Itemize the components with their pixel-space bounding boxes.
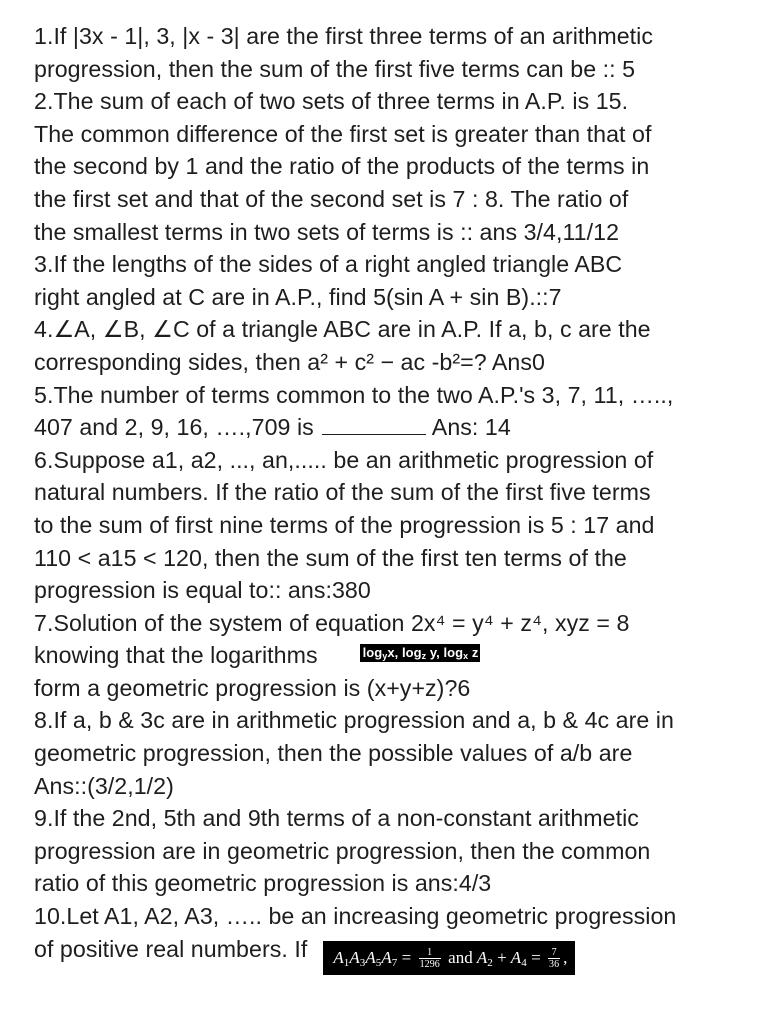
formula-image: $A_1A_3A_5A_7$ = $\frac{1}{1296}$ and $A_2 + A_4$ = $\frac{7}{36}$ , [323,941,575,975]
text-line-5: the second by 1 and the ratio of the products of the terms in [34,153,650,180]
text-line-3: 2.The sum of each of two sets of three terms in A.P. is 15. [34,88,629,115]
text-segment-407: 407 and 2, 9, 16, ….,709 is [34,414,314,441]
text-line-13 [34,411,738,444]
text-line-27: ratio of this geometric progression is ans:4/3 [34,870,492,897]
text-line-15: natural numbers. If the ratio of the sum of the first five terms [34,479,651,506]
text-line-11: corresponding sides, then a² + c² − ac -b²=? Ans0 [34,348,545,375]
text-line-12: 5.The number of terms common to the two A.P.'s 3, 7, 11, ….., [34,381,674,408]
text-line-23: geometric progression, then the possible values of a/b are [34,740,633,767]
text-line-9: right angled at C are in A.P., find 5(sin A + sin B).::7 [34,283,562,310]
text-segment-logarithms: knowing that the logarithms [34,642,318,669]
text-line-20 [34,639,738,672]
text-line-6: the first set and that of the second set is 7 : 8. The ratio of [34,185,629,212]
text-line-18: progression is equal to:: ans:380 [34,577,371,604]
text-line-7: the smallest terms in two sets of terms is :: ans 3/4,11/12 [34,218,620,245]
text-line-17: 110 < a15 < 120, then the sum of the first ten terms of the [34,544,627,571]
text-line-8: 3.If the lengths of the sides of a right angled triangle ABC [34,251,623,278]
text-line-21: form a geometric progression is (x+y+z)?6 [34,674,471,701]
text-line-28: 10.Let A1, A2, A3, ….. be an increasing geometric progression [34,903,677,930]
text-line-14: 6.Suppose a1, a2, ..., an,..... be an arithmetic progression of [34,446,654,473]
text-line-19: 7.Solution of the system of equation 2x⁴ = y⁴ + z⁴, xyz = 8 [34,609,630,636]
logarithm-image: $\log_yx$, $\log_z y$, $\log_x z$ [360,644,481,662]
text-line-2: progression, then the sum of the first five terms can be :: 5 [34,55,636,82]
text-line-10: 4.∠A, ∠B, ∠C of a triangle ABC are in A.P. If a, b, c are the [34,316,651,343]
text-line-25: 9.If the 2nd, 5th and 9th terms of a non-constant arithmetic [34,805,639,832]
fraction-2: $\frac{7}{36}$ [549,947,560,971]
text-line-26: progression are in geometric progression, then the common [34,837,651,864]
text-line-24: Ans::(3/2,1/2) [34,772,174,799]
text-line-16: to the sum of first nine terms of the progression is 5 : 17 and [34,511,655,538]
text-segment-ans: Ans: 14 [431,414,511,441]
answer-blank [322,434,426,435]
text-line-1: 1.If |3x - 1|, 3, |x - 3| are the first three terms of an arithmetic [34,23,654,49]
fraction-1: $\frac{1}{1296}$ [419,947,440,971]
text-segment-if: of positive real numbers. If [34,935,308,962]
text-line-22: 8.If a, b & 3c are in arithmetic progression and a, b & 4c are in [34,707,674,734]
text-line-4: The common difference of the first set is greater than that of [34,120,652,147]
text-line-29 [34,933,738,975]
